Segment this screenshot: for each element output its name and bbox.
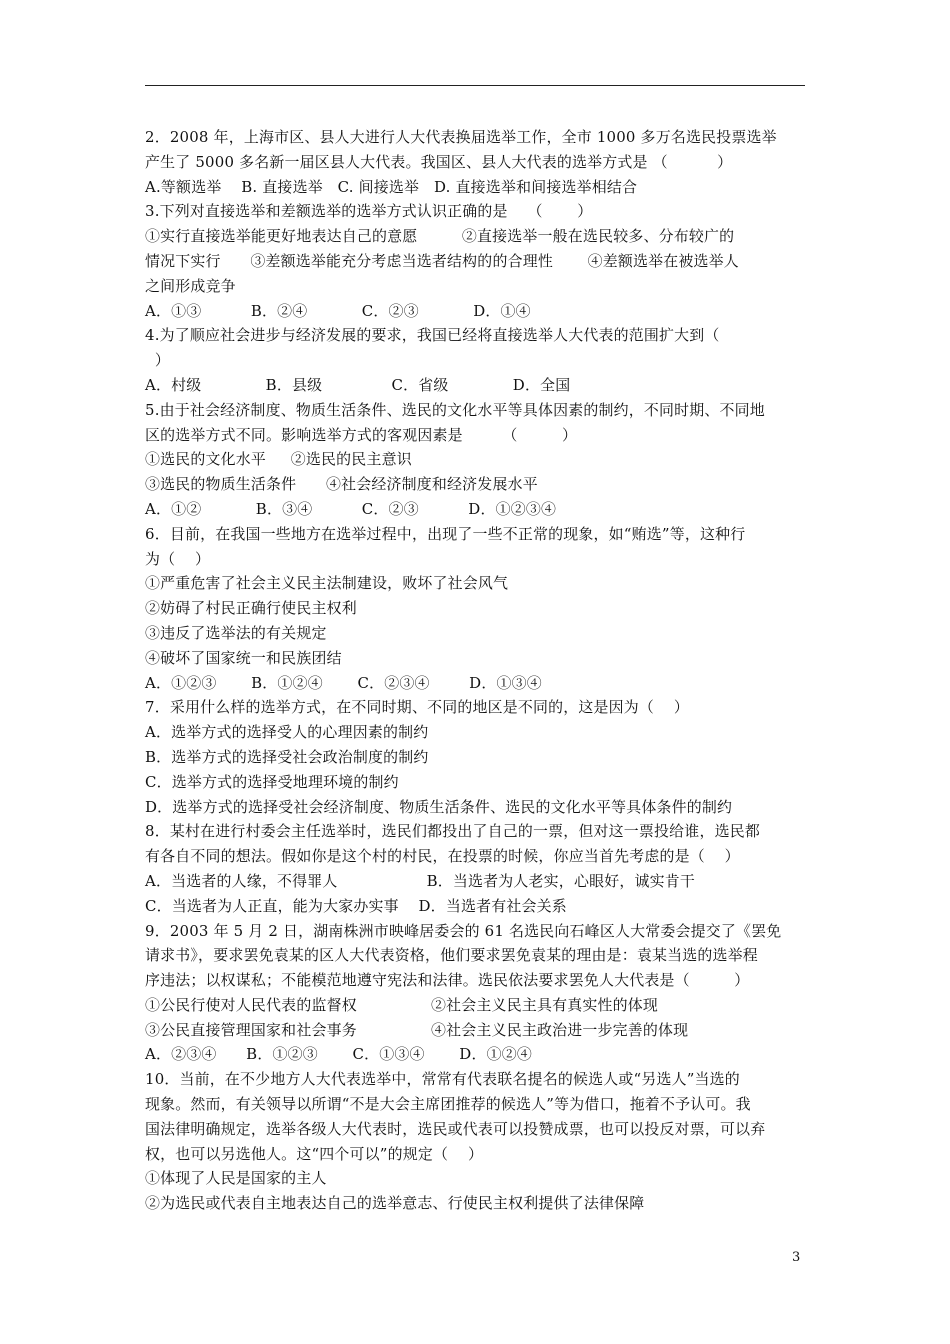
text-line: 10．当前，在不少地方人大代表选举中，常常有代表联名提名的候选人或“另选人”当选的 — [145, 1070, 740, 1089]
text-line: 权，也可以另选他人。这“四个可以”的规定（ ） — [145, 1144, 484, 1163]
header-rule — [145, 85, 805, 86]
text-line: ） — [145, 351, 171, 370]
text-line: ②妨碍了村民正确行使民主权利 — [145, 599, 357, 618]
text-line: C．当选者为人正直，能为大家办实事 D．当选者有社会关系 — [145, 896, 567, 915]
text-line: 9．2003 年 5 月 2 日，湖南株洲市映峰居委会的 61 名选民向石峰区人大常委会提交了《罢免 — [145, 921, 782, 940]
text-line: 请求书》，要求罢免袁某的区人大代表资格，他们要求罢免袁某的理由是：袁某当选的选举程 — [145, 946, 758, 965]
text-line: B．选举方式的选择受社会政治制度的制约 — [145, 747, 429, 766]
text-line: A．选举方式的选择受人的心理因素的制约 — [145, 723, 429, 742]
text-line: A．①② B．③④ C．②③ D．①②③④ — [145, 499, 557, 518]
text-line: A．当选者的人缘，不得罪人 B．当选者为人老实，心眼好，诚实肯干 — [145, 871, 695, 890]
text-line: A．②③④ B．①②③ C．①③④ D．①②④ — [145, 1045, 532, 1064]
text-line: ③选民的物质生活条件 ④社会经济制度和经济发展水平 — [145, 475, 538, 494]
text-line: A．①②③ B．①②④ C．②③④ D．①③④ — [145, 673, 542, 692]
text-line: 现象。然而，有关领导以所谓“不是大会主席团推荐的候选人”等为借口，拖着不予认可。我 — [145, 1095, 751, 1114]
text-line: 之间形成竞争 — [145, 276, 236, 295]
text-line: ①体现了人民是国家的主人 — [145, 1169, 327, 1188]
text-line: 区的选举方式不同。影响选举方式的客观因素是 （ ） — [145, 425, 578, 444]
text-line: 情况下实行 ③差额选举能充分考虑当选者结构的的合理性 ④差额选举在被选举人 — [145, 251, 739, 270]
text-line: 4.为了顺应社会进步与经济发展的要求，我国已经将直接选举人大代表的范围扩大到（ — [145, 326, 720, 345]
text-line: ①公民行使对人民代表的监督权 ②社会主义民主具有真实性的体现 — [145, 995, 659, 1014]
text-line: 6．目前，在我国一些地方在选举过程中，出现了一些不正常的现象，如“贿选”等，这种行 — [145, 524, 746, 543]
text-line: 国法律明确规定，选举各级人大代表时，选民或代表可以投赞成票，也可以投反对票，可以弃 — [145, 1119, 766, 1138]
text-line: 2．2008 年，上海市区、县人大进行人大代表换届选举工作，全市 1000 多万名选民投票选举 — [145, 128, 777, 146]
text-line: ③公民直接管理国家和社会事务 ④社会主义民主政治进一步完善的体现 — [145, 1020, 689, 1039]
text-line: ④破坏了国家统一和民族团结 — [145, 648, 342, 667]
text-line: 有各自不同的想法。假如你是这个村的村民，在投票的时候，你应当首先考虑的是（ ） — [145, 847, 740, 866]
text-line: ①严重危害了社会主义民主法制建设，败坏了社会风气 — [145, 574, 509, 593]
question-text — [145, 125, 810, 1216]
text-line: A.等额选举 B. 直接选举 C. 间接选举 D. 直接选举和间接选举相结合 — [145, 177, 638, 196]
text-line: 5.由于社会经济制度、物质生活条件、选民的文化水平等具体因素的制约，不同时期、不同地 — [145, 400, 765, 419]
text-line: A．村级 B．县级 C．省级 D．全国 — [145, 375, 571, 394]
text-line: ②为选民或代表自主地表达自己的选举意志、行使民主权利提供了法律保障 — [145, 1194, 645, 1213]
text-line: 7．采用什么样的选举方式，在不同时期、不同的地区是不同的，这是因为（ ） — [145, 698, 689, 717]
text-line: D．选举方式的选择受社会经济制度、物质生活条件、选民的文化水平等具体条件的制约 — [145, 797, 733, 816]
text-line: ③违反了选举法的有关规定 — [145, 623, 327, 642]
text-line: 产生了 5000 多名新一届区县人大代表。我国区、县人大代表的选举方式是 （ ） — [145, 152, 733, 171]
text-line: ①实行直接选举能更好地表达自己的意愿 ②直接选举一般在选民较多、分布较广的 — [145, 227, 735, 246]
text-line: 序违法；以权谋私；不能模范地遵守宪法和法律。选民依法要求罢免人大代表是（ ） — [145, 971, 750, 990]
text-line: ①选民的文化水平 ②选民的民主意识 — [145, 450, 412, 469]
text-line: 3.下列对直接选举和差额选举的选举方式认识正确的是 （ ） — [145, 202, 593, 221]
text-line: 为（ ） — [145, 549, 211, 568]
text-line: 8．某村在进行村委会主任选举时，选民们都投出了自己的一票，但对这一票投给谁，选民都 — [145, 822, 760, 841]
text-line: C．选举方式的选择受地理环境的制约 — [145, 772, 399, 791]
page-number: 3 — [792, 1250, 801, 1265]
text-line: A．①③ B．②④ C．②③ D．①④ — [145, 301, 531, 320]
